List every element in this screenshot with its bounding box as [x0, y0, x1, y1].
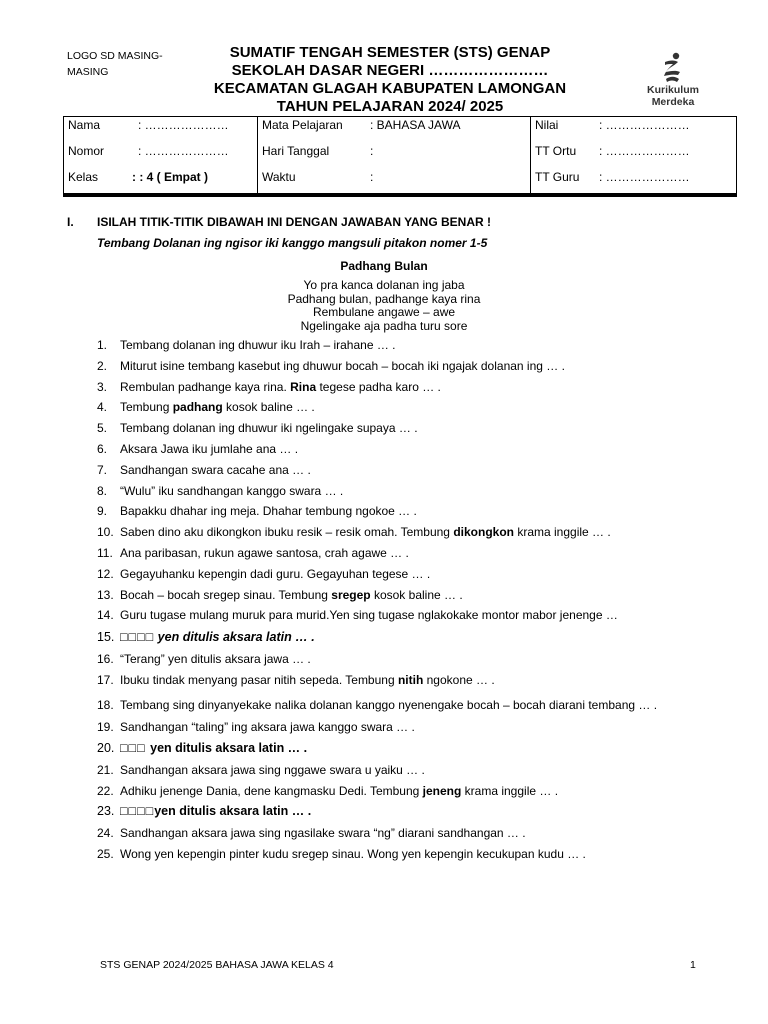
question-text — [120, 674, 697, 687]
section-number: I. — [67, 215, 74, 229]
question-item — [97, 381, 697, 394]
question-text-segment: Sandhangan swara cacahe ana … . — [120, 462, 311, 477]
question-text-segment: Tembang sing dinyanyekake nalika dolanan kanggo nyenengake bocah – bocah diarani tembang … . — [120, 697, 658, 712]
field-value-tt-ortu[interactable]: : ………………… — [599, 144, 690, 158]
question-text — [120, 848, 697, 861]
question-item — [97, 485, 697, 498]
poem-line: Rembulane angawe – awe — [312, 305, 456, 319]
academic-year-line: TAHUN PELAJARAN 2024/ 2025 — [276, 98, 504, 115]
question-text-segment: Tembang dolanan ing dhuwur iki ngelingake supaya … . — [120, 421, 418, 436]
field-label-tt-ortu: TT Ortu — [535, 144, 577, 158]
question-item — [97, 848, 697, 861]
javanese-script-glyphs: □□□□ — [120, 804, 155, 819]
field-value-hari-tanggal[interactable]: : — [370, 144, 374, 158]
question-text — [120, 609, 697, 622]
question-text-segment: Gegayuhanku kepengin dadi guru. Gegayuhan tegese … . — [120, 566, 431, 581]
question-number: 16. — [97, 652, 114, 667]
school-name-line: SEKOLAH DASAR NEGERI …………………… — [231, 62, 549, 79]
question-text-segment: Bapakku dhahar ing meja. Dhahar tembung ngokoe … . — [120, 504, 417, 519]
field-label-hari-tanggal: Hari Tanggal — [262, 144, 330, 158]
question-text-segment: Saben dino aku dikongkon ibuku resik – resik omah. Tembung — [120, 525, 454, 540]
poem-title: Padhang Bulan — [340, 259, 428, 273]
question-emphasis: yen ditulis aksara latin … . — [154, 804, 312, 819]
question-emphasis: yen ditulis aksara latin … . — [154, 630, 315, 645]
question-text — [120, 464, 697, 477]
question-number: 20. — [97, 740, 115, 755]
question-item — [97, 464, 697, 477]
question-number: 13. — [97, 587, 114, 602]
question-number: 2. — [97, 358, 108, 373]
poem-line: Ngelingake aja padha turu sore — [300, 318, 468, 333]
question-emphasis: padhang — [172, 400, 223, 415]
question-text — [120, 764, 697, 777]
question-text — [120, 827, 697, 840]
question-text — [120, 589, 697, 602]
question-number: 5. — [97, 421, 108, 436]
question-number: 11. — [97, 545, 113, 560]
field-value-nama[interactable]: : ………………… — [138, 118, 229, 132]
question-text-segment: Bocah – bocah sregep sinau. Tembung — [120, 587, 332, 602]
question-number: 23. — [97, 804, 115, 819]
field-value-kelas: : : 4 ( Empat ) — [132, 170, 209, 184]
question-text — [120, 339, 697, 352]
question-text — [120, 381, 697, 394]
question-text — [120, 422, 697, 435]
question-text-segment: Tembung — [120, 400, 173, 415]
question-text-segment: kosok baline … . — [222, 400, 315, 415]
question-number: 21. — [97, 762, 114, 777]
header-divider — [63, 193, 737, 197]
question-item — [97, 505, 697, 518]
question-text — [120, 653, 697, 666]
question-text-segment: Sandhangan aksara jawa sing ngasilake swara “ng” diarani sandhangan … . — [120, 826, 526, 841]
question-item — [97, 764, 697, 777]
logo-text-kurikulum: Kurikulum — [647, 84, 699, 96]
question-item — [97, 443, 697, 456]
field-value-nomor[interactable]: : ………………… — [138, 144, 229, 158]
question-emphasis: sregep — [331, 587, 371, 602]
field-value-mata-pelajaran: : BAHASA JAWA — [370, 118, 461, 132]
question-item — [97, 339, 697, 352]
question-text — [120, 485, 697, 498]
info-column-subject — [258, 117, 531, 195]
question-text — [120, 695, 697, 715]
question-text-segment: Wong yen kepengin pinter kudu sregep sinau. Wong yen kepengin kecukupan kudu … . — [120, 847, 586, 862]
field-label-nama: Nama — [68, 118, 101, 132]
question-item — [97, 609, 697, 622]
info-column-signature — [531, 117, 737, 195]
question-number: 19. — [97, 719, 114, 734]
question-item — [97, 742, 697, 755]
question-number: 22. — [97, 783, 114, 798]
poem-line: Yo pra kanca dolanan ing jaba — [303, 278, 465, 292]
field-label-kelas: Kelas — [68, 170, 99, 184]
question-item — [97, 721, 697, 734]
question-number: 10. — [97, 525, 114, 540]
question-item — [97, 526, 697, 539]
question-text-segment: ngokone … . — [423, 673, 495, 688]
question-text-segment: krama inggile … . — [514, 525, 611, 540]
field-value-waktu[interactable]: : — [370, 170, 374, 184]
question-number: 3. — [97, 379, 108, 394]
section-heading-text: ISILAH TITIK-TITIK DIBAWAH INI DENGAN JAWABAN YANG BENAR ! — [97, 215, 492, 229]
question-text-segment: krama inggile … . — [461, 783, 559, 798]
question-item — [97, 547, 697, 560]
question-text-segment: tegese padha karo … . — [316, 379, 441, 394]
question-text — [120, 360, 697, 373]
question-item — [97, 785, 697, 798]
question-number: 18. — [97, 697, 114, 712]
district-line: KECAMATAN GLAGAH KABUPATEN LAMONGAN — [213, 80, 567, 97]
field-label-nilai: Nilai — [535, 118, 559, 132]
field-label-waktu: Waktu — [262, 170, 296, 184]
kurikulum-merdeka-icon — [656, 52, 690, 84]
question-emphasis: Rina — [290, 379, 317, 394]
field-label-nomor: Nomor — [68, 144, 105, 158]
question-text-segment: Ibuku tindak menyang pasar nitih sepeda. Tembung — [120, 673, 398, 688]
field-label-tt-guru: TT Guru — [535, 170, 580, 184]
question-item — [97, 674, 697, 687]
question-text — [120, 721, 697, 734]
info-column-student — [64, 117, 258, 195]
question-number: 17. — [97, 673, 114, 688]
question-text — [120, 547, 697, 560]
question-text-segment: Adhiku jenenge Dania, dene kangmasku Dedi. Tembung — [120, 783, 423, 798]
school-logo-placeholder: LOGO SD MASING-MASING — [67, 50, 163, 78]
question-item — [97, 827, 697, 840]
question-item — [97, 631, 697, 644]
question-number: 4. — [97, 400, 108, 415]
question-number: 15. — [97, 630, 115, 645]
question-text-segment: Tembang dolanan ing dhuwur iku Irah – irahane … . — [120, 338, 396, 352]
question-number: 6. — [97, 441, 108, 456]
question-text-segment: Ana paribasan, rukun agawe santosa, crah agawe … . — [120, 545, 409, 560]
exam-title-block — [160, 44, 620, 116]
question-item — [97, 401, 697, 414]
question-item — [97, 568, 697, 581]
question-text-segment: Sandhangan “taling” ing aksara jawa kanggo swara … . — [120, 719, 415, 734]
question-number: 24. — [97, 826, 114, 841]
javanese-script-glyphs: □□□ — [120, 740, 151, 755]
question-item — [97, 653, 697, 666]
javanese-script-glyphs: □□□□ — [120, 630, 155, 645]
question-text-segment: Rembulan padhange kaya rina. — [120, 379, 291, 394]
question-number: 12. — [97, 566, 114, 581]
question-item — [97, 695, 697, 715]
field-label-mata-pelajaran: Mata Pelajaran — [262, 118, 343, 132]
question-number: 14. — [97, 608, 114, 623]
page-number: 1 — [690, 959, 696, 971]
question-emphasis: nitih — [397, 673, 424, 688]
section-heading — [67, 215, 491, 229]
poem-line: Padhang bulan, padhange kaya rina — [287, 291, 481, 306]
question-emphasis: yen ditulis aksara latin … . — [150, 740, 308, 755]
page-footer: STS GENAP 2024/2025 BAHASA JAWA KELAS 4 — [100, 959, 334, 971]
question-text-segment: Miturut isine tembang kasebut ing dhuwur bocah – bocah iki ngajak dolanan ing … . — [120, 358, 565, 373]
question-item — [97, 589, 697, 602]
question-text — [120, 443, 697, 456]
question-text — [120, 631, 697, 644]
question-text — [120, 526, 697, 539]
question-list — [97, 339, 697, 869]
question-number: 7. — [97, 462, 108, 477]
kurikulum-merdeka-logo — [638, 52, 708, 108]
student-info-table — [63, 116, 737, 195]
question-text — [120, 742, 697, 755]
field-value-tt-guru[interactable]: : ………………… — [599, 170, 690, 184]
question-text — [120, 401, 697, 414]
question-number: 25. — [97, 847, 114, 862]
question-text — [120, 785, 697, 798]
question-number: 8. — [97, 483, 108, 498]
section-instruction: Tembang Dolanan ing ngisor iki kanggo mangsuli pitakon nomer 1-5 — [97, 236, 488, 250]
question-text-segment: Sandhangan aksara jawa sing nggawe swara u yaiku … . — [120, 762, 425, 777]
question-emphasis: jeneng — [422, 783, 462, 798]
question-text — [120, 568, 697, 581]
question-item — [97, 360, 697, 373]
question-number: 9. — [97, 504, 108, 519]
question-text-segment: “Terang” yen ditulis aksara jawa … . — [120, 652, 311, 667]
question-text-segment: Aksara Jawa iku jumlahe ana … . — [120, 441, 299, 456]
field-value-nilai[interactable]: : ………………… — [599, 118, 690, 132]
logo-text-merdeka: Merdeka — [651, 96, 695, 108]
question-text — [120, 805, 697, 818]
question-item — [97, 805, 697, 818]
question-text-segment: kosok baline … . — [370, 587, 463, 602]
question-text-segment: Guru tugase mulang muruk para murid.Yen sing tugase nglakokake montor mabor jenenge … — [120, 608, 618, 623]
poem-body — [0, 279, 768, 333]
question-emphasis: dikongkon — [453, 525, 514, 540]
exam-title-line: SUMATIF TENGAH SEMESTER (STS) GENAP — [229, 44, 551, 61]
question-number: 1. — [97, 338, 108, 352]
question-text — [120, 505, 697, 518]
question-text-segment: “Wulu” iku sandhangan kanggo swara … . — [120, 483, 344, 498]
question-item — [97, 422, 697, 435]
